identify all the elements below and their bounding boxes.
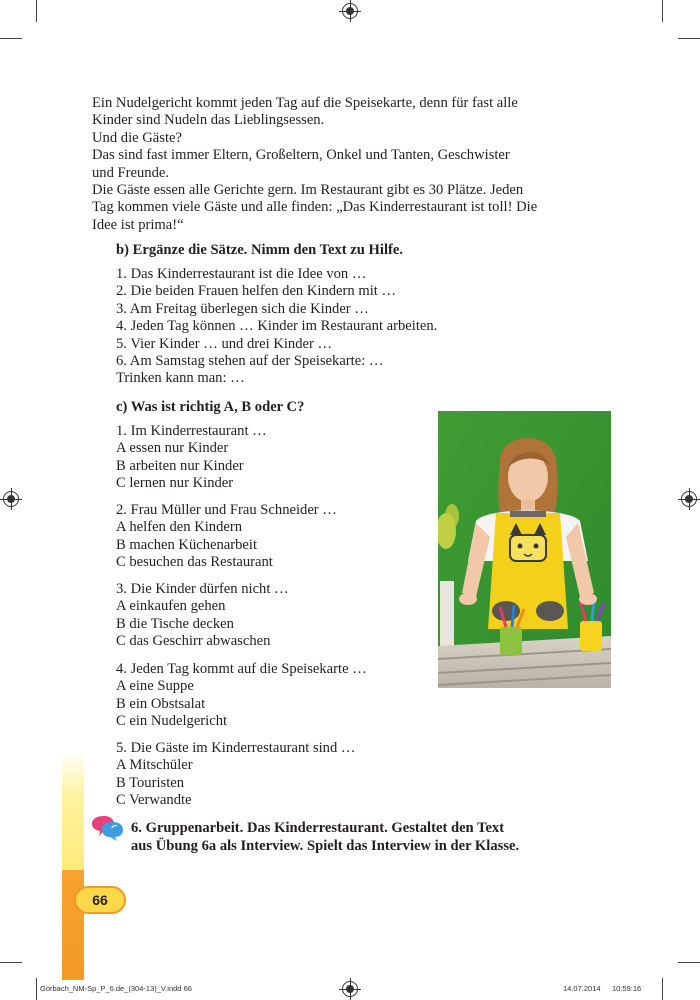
task-6-line: 6. Gruppenarbeit. Das Kinderrestaurant. Gestaltet den Text: [131, 820, 505, 836]
list-item: 5. Vier Kinder … und drei Kinder …: [116, 335, 333, 352]
crop-mark: [678, 962, 700, 963]
speech-bubbles-icon: [90, 815, 124, 841]
answer-option: B Touristen: [116, 774, 185, 791]
answer-option: B ein Obstsalat: [116, 695, 206, 712]
answer-option: A helfen den Kindern: [116, 519, 243, 536]
intro-line: Und die Gäste?: [92, 129, 182, 146]
list-item: 1. Das Kinderrestaurant ist die Idee von …: [116, 266, 367, 282]
question-text: 2. Frau Müller und Frau Schneider …: [116, 502, 337, 518]
list-item: 2. Die beiden Frauen helfen den Kindern mit …: [116, 283, 397, 300]
crop-mark: [662, 978, 663, 1000]
intro-line: Das sind fast immer Eltern, Großeltern, Onkel und Tanten, Geschwister: [92, 147, 510, 164]
crop-mark: [0, 38, 22, 39]
answer-option: A essen nur Kinder: [116, 440, 229, 457]
crop-mark: [36, 978, 37, 1000]
answer-option: B die Tische decken: [116, 615, 234, 632]
question-text: 3. Die Kinder dürfen nicht …: [116, 581, 289, 597]
intro-text: [92, 95, 612, 234]
answer-option: C das Geschirr abwaschen: [116, 633, 271, 650]
crop-mark: [0, 962, 22, 963]
side-decoration: [62, 870, 84, 980]
intro-line: Tag kommen viele Gäste und alle finden: „Das Kinderrestaurant ist toll! Die: [92, 199, 538, 216]
answer-option: C besuchen das Restaurant: [116, 554, 273, 571]
question-4: [116, 661, 416, 731]
photo-girl-setting-table: [438, 411, 611, 688]
answer-option: B machen Küchenarbeit: [116, 536, 258, 553]
footer-file-name: Gorbach_NM-Sp_P_6.de_(304-13)_V.indd 66: [40, 984, 192, 993]
crop-mark: [678, 38, 700, 39]
question-text: 1. Im Kinderrestaurant …: [116, 423, 267, 439]
registration-mark-icon: [681, 491, 697, 507]
page-number: 66: [74, 886, 126, 914]
registration-mark-icon: [342, 3, 358, 19]
list-item: 4. Jeden Tag können … Kinder im Restaurant arbeiten.: [116, 318, 438, 335]
question-5: [116, 740, 416, 810]
question-text: 5. Die Gäste im Kinderrestaurant sind …: [116, 740, 356, 756]
question-text: 4. Jeden Tag kommt auf die Speisekarte …: [116, 661, 367, 677]
intro-line: Ein Nudelgericht kommt jeden Tag auf die Speisekarte, denn für fast alle: [92, 95, 518, 111]
crop-mark: [662, 0, 663, 22]
footer-time: 10:59:16: [612, 984, 642, 993]
answer-option: B arbeiten nur Kinder: [116, 457, 244, 474]
intro-line: Idee ist prima!“: [92, 216, 184, 233]
list-item: 6. Am Samstag stehen auf der Speisekarte: …: [116, 353, 384, 370]
footer-date: 14.07.2014: [563, 984, 601, 993]
registration-mark-icon: [342, 981, 358, 997]
answer-option: C ein Nudelgericht: [116, 713, 228, 730]
task-b-list: [116, 266, 516, 388]
answer-option: C Verwandte: [116, 792, 192, 809]
list-item: 3. Am Freitag überlegen sich die Kinder …: [116, 300, 369, 317]
answer-option: C lernen nur Kinder: [116, 475, 234, 492]
question-1: [116, 423, 416, 493]
intro-line: und Freunde.: [92, 164, 170, 181]
task-c-heading: c) Was ist richtig A, B oder C?: [116, 399, 305, 415]
answer-option: A Mitschüler: [116, 757, 193, 774]
answer-option: A eine Suppe: [116, 678, 194, 695]
photo-illustration: [438, 411, 611, 688]
answer-option: A einkaufen gehen: [116, 598, 226, 615]
question-2: [116, 502, 416, 572]
task-6-line: aus Übung 6a als Interview. Spielt das Interview in der Klasse.: [131, 838, 520, 854]
question-3: [116, 581, 416, 651]
intro-line: Die Gäste essen alle Gerichte gern. Im Restaurant gibt es 30 Plätze. Jeden: [92, 182, 524, 199]
intro-line: Kinder sind Nudeln das Lieblingsessen.: [92, 112, 325, 129]
registration-mark-icon: [3, 491, 19, 507]
group-work-icon: [90, 815, 124, 841]
crop-mark: [36, 0, 37, 22]
task-b-heading: b) Ergänze die Sätze. Nimm den Text zu Hilfe.: [116, 242, 403, 258]
list-item: Trinken kann man: …: [116, 370, 245, 387]
